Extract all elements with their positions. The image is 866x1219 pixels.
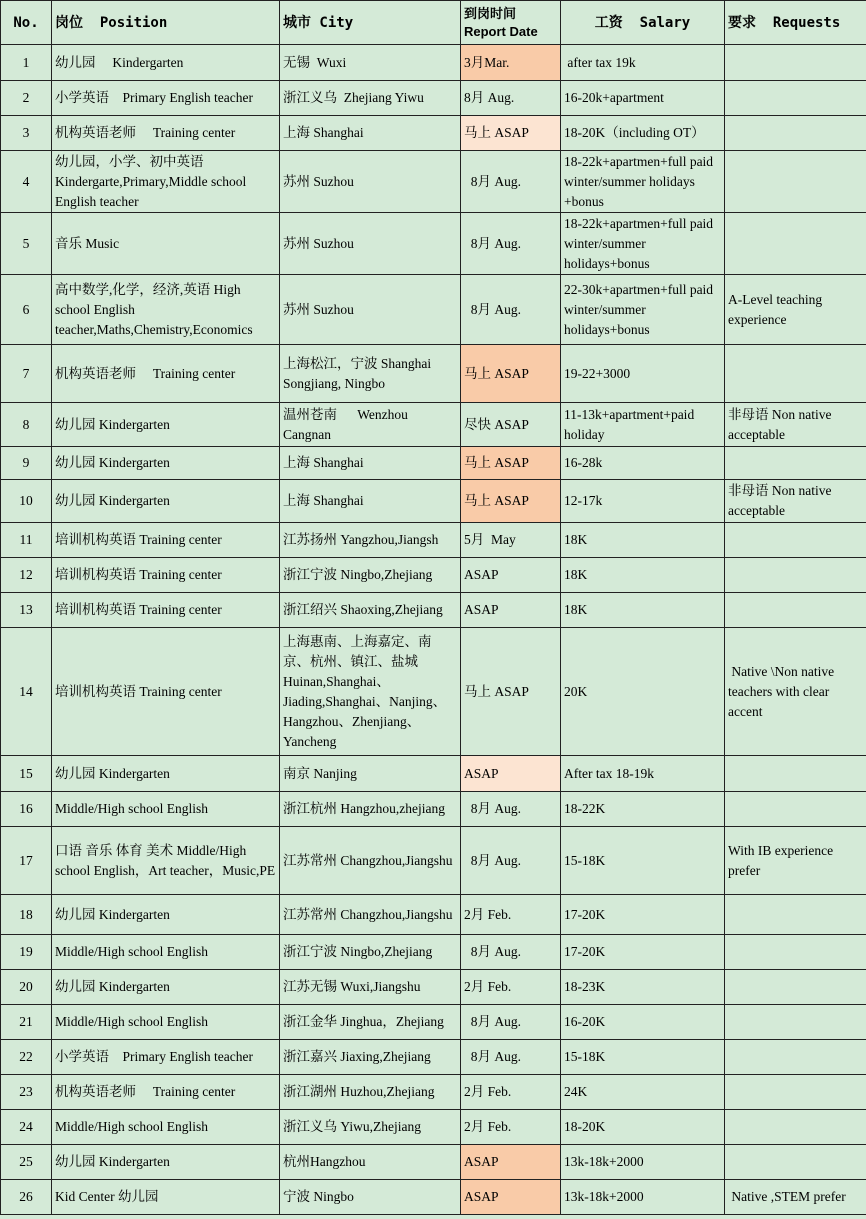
row-no: 7	[1, 345, 52, 403]
row-position: 幼儿园 Kindergarten	[52, 45, 280, 81]
row-requests	[725, 756, 866, 792]
row-city: 上海松江，宁波 Shanghai Songjiang, Ningbo	[280, 345, 461, 403]
row-requests	[725, 792, 866, 827]
row-salary: 15-18K	[561, 827, 725, 895]
row-report-date: 马上 ASAP	[461, 628, 561, 756]
row-requests	[725, 447, 866, 480]
row-requests	[725, 935, 866, 970]
table-row	[1, 345, 866, 403]
row-report-date: 马上 ASAP	[461, 480, 561, 523]
header-city: 城市 City	[280, 1, 461, 45]
row-report-date: ASAP	[461, 593, 561, 628]
row-report-date: 2月 Feb.	[461, 895, 561, 935]
row-position: 小学英语 Primary English teacher	[52, 81, 280, 116]
table-row	[1, 523, 866, 558]
table-row	[1, 935, 866, 970]
row-city: 浙江绍兴 Shaoxing,Zhejiang	[280, 593, 461, 628]
row-city: 浙江义乌 Zhejiang Yiwu	[280, 81, 461, 116]
row-report-date: 马上 ASAP	[461, 116, 561, 151]
row-no: 20	[1, 970, 52, 1005]
row-report-date: ASAP	[461, 1180, 561, 1215]
row-no: 14	[1, 628, 52, 756]
row-requests	[725, 1145, 866, 1180]
row-report-date: ASAP	[461, 1145, 561, 1180]
row-salary: After tax 18-19k	[561, 756, 725, 792]
row-no: 4	[1, 151, 52, 213]
row-no: 10	[1, 480, 52, 523]
row-city: 苏州 Suzhou	[280, 151, 461, 213]
row-city: 浙江杭州 Hangzhou,zhejiang	[280, 792, 461, 827]
row-salary: 18-20K	[561, 1110, 725, 1145]
row-report-date: ASAP	[461, 756, 561, 792]
row-position: 高中数学,化学，经济,英语 High school English teacher,Maths,Chemistry,Economics	[52, 275, 280, 345]
row-requests: A-Level teaching experience	[725, 275, 866, 345]
row-city: 上海 Shanghai	[280, 447, 461, 480]
row-report-date: 马上 ASAP	[461, 345, 561, 403]
row-no: 8	[1, 403, 52, 447]
row-requests	[725, 1075, 866, 1110]
row-position: 幼儿园 Kindergarten	[52, 895, 280, 935]
row-requests	[725, 1005, 866, 1040]
row-no: 17	[1, 827, 52, 895]
row-requests	[725, 558, 866, 593]
header-report-date-en: Report Date	[464, 23, 538, 39]
row-city: 上海 Shanghai	[280, 116, 461, 151]
header-salary: 工资 Salary	[561, 1, 725, 45]
row-salary: after tax 19k	[561, 45, 725, 81]
row-position: Middle/High school English	[52, 935, 280, 970]
row-report-date: 8月 Aug.	[461, 1005, 561, 1040]
row-city: 上海 Shanghai	[280, 480, 461, 523]
row-salary: 11-13k+apartment+paid holiday	[561, 403, 725, 447]
table-row	[1, 447, 866, 480]
row-no: 9	[1, 447, 52, 480]
row-salary: 16-28k	[561, 447, 725, 480]
row-salary: 18-20K（including OT）	[561, 116, 725, 151]
row-salary: 18-22K	[561, 792, 725, 827]
row-position: 幼儿园 Kindergarten	[52, 1145, 280, 1180]
table-row	[1, 1075, 866, 1110]
row-no: 1	[1, 45, 52, 81]
row-requests	[725, 81, 866, 116]
row-requests: 非母语 Non native acceptable	[725, 480, 866, 523]
row-position: 幼儿园 Kindergarten	[52, 447, 280, 480]
row-salary: 18K	[561, 523, 725, 558]
row-city: 苏州 Suzhou	[280, 275, 461, 345]
row-city: 杭州Hangzhou	[280, 1145, 461, 1180]
row-requests	[725, 970, 866, 1005]
table-row	[1, 970, 866, 1005]
row-position: 幼儿园 Kindergarten	[52, 480, 280, 523]
row-report-date: 3月Mar.	[461, 45, 561, 81]
row-city: 浙江金华 Jinghua，Zhejiang	[280, 1005, 461, 1040]
row-report-date: 8月 Aug.	[461, 827, 561, 895]
row-city: 江苏常州 Changzhou,Jiangshu	[280, 827, 461, 895]
row-position: 幼儿园 Kindergarten	[52, 403, 280, 447]
table-row	[1, 756, 866, 792]
row-requests	[725, 1110, 866, 1145]
row-report-date: 8月 Aug.	[461, 213, 561, 275]
row-no: 26	[1, 1180, 52, 1215]
header-row	[1, 1, 866, 45]
row-requests	[725, 116, 866, 151]
row-report-date: 2月 Feb.	[461, 1075, 561, 1110]
row-position: 音乐 Music	[52, 213, 280, 275]
row-report-date: 2月 Feb.	[461, 970, 561, 1005]
header-report-date	[461, 1, 561, 45]
row-report-date: 尽快 ASAP	[461, 403, 561, 447]
row-position: 幼儿园 Kindergarten	[52, 756, 280, 792]
row-city: 无锡 Wuxi	[280, 45, 461, 81]
row-salary: 22-30k+apartmen+full paid winter/summer holidays+bonus	[561, 275, 725, 345]
row-position: 培训机构英语 Training center	[52, 628, 280, 756]
row-city: 江苏扬州 Yangzhou,Jiangsh	[280, 523, 461, 558]
row-requests	[725, 523, 866, 558]
row-no: 13	[1, 593, 52, 628]
row-no: 5	[1, 213, 52, 275]
row-salary: 17-20K	[561, 935, 725, 970]
table-row	[1, 1005, 866, 1040]
row-no: 3	[1, 116, 52, 151]
row-report-date: 8月 Aug.	[461, 275, 561, 345]
row-position: 幼儿园，小学、初中英语 Kindergarte,Primary,Middle school English teacher	[52, 151, 280, 213]
row-salary: 13k-18k+2000	[561, 1145, 725, 1180]
row-salary: 18-22k+apartmen+full paid winter/summer holidays+bonus	[561, 213, 725, 275]
row-position: 培训机构英语 Training center	[52, 558, 280, 593]
table-row	[1, 480, 866, 523]
row-salary: 19-22+3000	[561, 345, 725, 403]
row-requests: 非母语 Non native acceptable	[725, 403, 866, 447]
row-no: 21	[1, 1005, 52, 1040]
row-no: 19	[1, 935, 52, 970]
row-city: 浙江嘉兴 Jiaxing,Zhejiang	[280, 1040, 461, 1075]
row-position: Middle/High school English	[52, 1110, 280, 1145]
row-position: 口语 音乐 体育 美术 Middle/High school English，Art teacher，Music,PE	[52, 827, 280, 895]
row-city: 温州苍南 Wenzhou Cangnan	[280, 403, 461, 447]
row-city: 浙江义乌 Yiwu,Zhejiang	[280, 1110, 461, 1145]
row-no: 25	[1, 1145, 52, 1180]
table-row	[1, 792, 866, 827]
header-report-date-cn: 到岗时间	[464, 5, 517, 21]
header-requests: 要求 Requests	[725, 1, 866, 45]
row-salary: 18-23K	[561, 970, 725, 1005]
row-requests	[725, 593, 866, 628]
row-report-date: 8月 Aug.	[461, 792, 561, 827]
row-salary: 17-20K	[561, 895, 725, 935]
row-no: 12	[1, 558, 52, 593]
row-salary: 20K	[561, 628, 725, 756]
row-position: 幼儿园 Kindergarten	[52, 970, 280, 1005]
row-requests: Native ,STEM prefer	[725, 1180, 866, 1215]
row-salary: 12-17k	[561, 480, 725, 523]
row-salary: 18K	[561, 558, 725, 593]
row-position: Middle/High school English	[52, 1005, 280, 1040]
table-row	[1, 1180, 866, 1215]
row-requests	[725, 895, 866, 935]
row-requests: Native \Non native teachers with clear accent	[725, 628, 866, 756]
row-city: 江苏常州 Changzhou,Jiangshu	[280, 895, 461, 935]
row-position: 培训机构英语 Training center	[52, 593, 280, 628]
row-requests	[725, 345, 866, 403]
row-no: 18	[1, 895, 52, 935]
row-salary: 15-18K	[561, 1040, 725, 1075]
table-row	[1, 593, 866, 628]
row-position: Kid Center 幼儿园	[52, 1180, 280, 1215]
row-position: 机构英语老师 Training center	[52, 116, 280, 151]
row-city: 浙江宁波 Ningbo,Zhejiang	[280, 935, 461, 970]
row-no: 15	[1, 756, 52, 792]
row-requests	[725, 45, 866, 81]
table-row	[1, 1145, 866, 1180]
table-row	[1, 275, 866, 345]
row-report-date: 8月 Aug.	[461, 1040, 561, 1075]
row-no: 6	[1, 275, 52, 345]
row-no: 23	[1, 1075, 52, 1110]
row-report-date: ASAP	[461, 558, 561, 593]
table-row	[1, 628, 866, 756]
table-row	[1, 827, 866, 895]
row-city: 浙江宁波 Ningbo,Zhejiang	[280, 558, 461, 593]
row-no: 2	[1, 81, 52, 116]
row-no: 24	[1, 1110, 52, 1145]
table-row	[1, 558, 866, 593]
row-report-date: 8月 Aug.	[461, 81, 561, 116]
row-position: 小学英语 Primary English teacher	[52, 1040, 280, 1075]
row-no: 22	[1, 1040, 52, 1075]
row-report-date: 8月 Aug.	[461, 935, 561, 970]
row-report-date: 2月 Feb.	[461, 1110, 561, 1145]
row-position: 培训机构英语 Training center	[52, 523, 280, 558]
row-city: 浙江湖州 Huzhou,Zhejiang	[280, 1075, 461, 1110]
row-requests: With IB experience prefer	[725, 827, 866, 895]
table-row	[1, 45, 866, 81]
table-row	[1, 895, 866, 935]
row-city: 南京 Nanjing	[280, 756, 461, 792]
table-row	[1, 1110, 866, 1145]
table-row	[1, 81, 866, 116]
row-no: 11	[1, 523, 52, 558]
row-position: Middle/High school English	[52, 792, 280, 827]
row-city: 苏州 Suzhou	[280, 213, 461, 275]
row-city: 上海惠南、上海嘉定、南京、杭州、镇江、盐城 Huinan,Shanghai、Jiading,Shanghai、Nanjing、Hangzhou、Zhenjiang、Yancheng	[280, 628, 461, 756]
row-no: 16	[1, 792, 52, 827]
row-requests	[725, 151, 866, 213]
row-requests	[725, 213, 866, 275]
row-salary: 16-20K	[561, 1005, 725, 1040]
table-row	[1, 1040, 866, 1075]
table-row	[1, 213, 866, 275]
table-row	[1, 116, 866, 151]
row-salary: 24K	[561, 1075, 725, 1110]
row-city: 宁波 Ningbo	[280, 1180, 461, 1215]
row-salary: 16-20k+apartment	[561, 81, 725, 116]
row-report-date: 8月 Aug.	[461, 151, 561, 213]
row-city: 江苏无锡 Wuxi,Jiangshu	[280, 970, 461, 1005]
table-row	[1, 403, 866, 447]
header-position: 岗位 Position	[52, 1, 280, 45]
header-no: No.	[1, 1, 52, 45]
row-requests	[725, 1040, 866, 1075]
row-salary: 18K	[561, 593, 725, 628]
row-report-date: 马上 ASAP	[461, 447, 561, 480]
table-row	[1, 151, 866, 213]
row-salary: 18-22k+apartmen+full paid winter/summer holidays +bonus	[561, 151, 725, 213]
row-salary: 13k-18k+2000	[561, 1180, 725, 1215]
row-position: 机构英语老师 Training center	[52, 345, 280, 403]
row-report-date: 5月 May	[461, 523, 561, 558]
row-position: 机构英语老师 Training center	[52, 1075, 280, 1110]
